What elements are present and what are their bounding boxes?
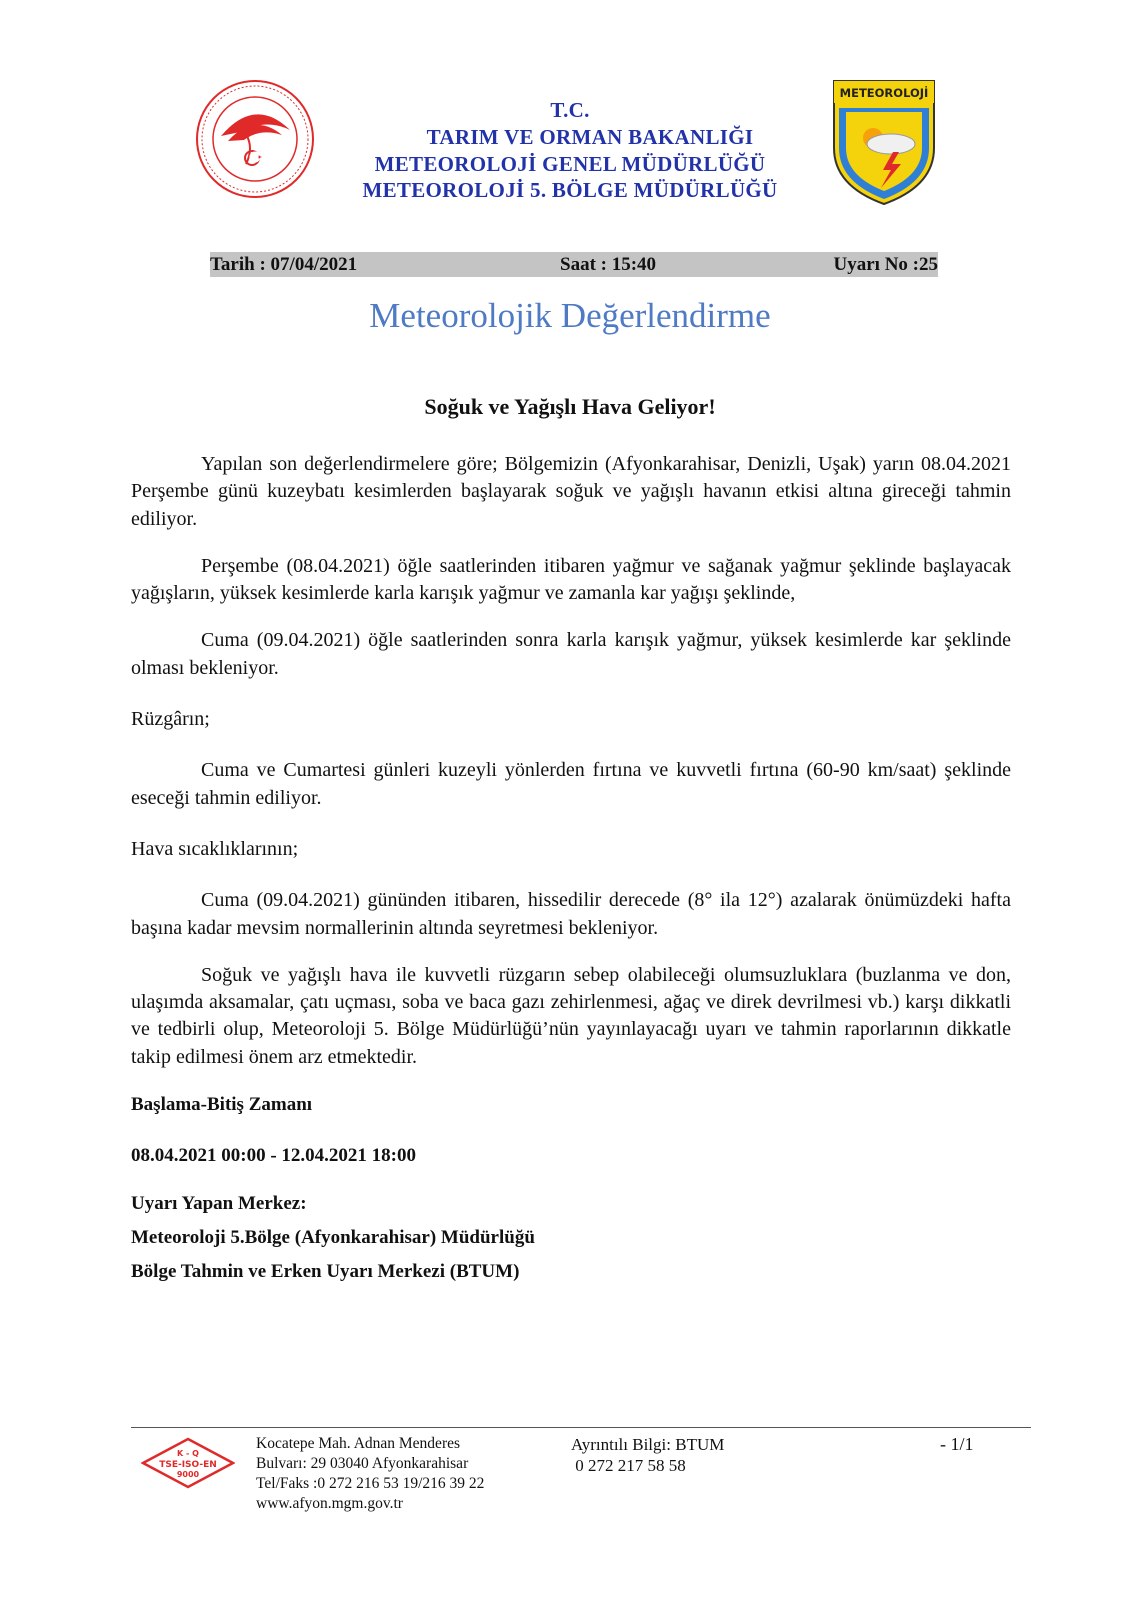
contact-label: Ayrıntılı Bilgi: BTUM xyxy=(571,1435,725,1454)
paragraph-2: Perşembe (08.04.2021) öğle saatlerinden itibaren yağmur ve sağanak yağmur şeklinde başlayacak yağışların, yüksek kesimlerde karla karışık yağmur ve zamanla kar yağışı şeklinde, xyxy=(131,554,1011,605)
address-website[interactable]: www.afyon.mgm.gov.tr xyxy=(256,1495,403,1512)
issue-date: Tarih : 07/04/2021 xyxy=(210,254,358,275)
body-text xyxy=(131,451,1011,1289)
page-number: - 1/1 xyxy=(940,1434,974,1454)
paragraph-3: Cuma (09.04.2021) öğle saatlerinden sonra karla karışık yağmur, yüksek kesimlerde kar şeklinde olması bekleniyor. xyxy=(131,629,1011,679)
paragraph-5: Cuma (09.04.2021) gününden itibaren, hissedilir derecede (8° ila 12°) azalarak önümüzdeki hafta başına kadar mevsim normallerinin altında seyretmesi bekleniyor. xyxy=(131,889,1011,939)
address-phone: Tel/Faks :0 272 216 53 19/216 39 22 xyxy=(256,1475,485,1492)
kq-logo-line-3: 9000 xyxy=(176,1470,200,1479)
time-range-value: 08.04.2021 00:00 - 12.04.2021 18:00 xyxy=(131,1145,416,1167)
paragraph-6: Soğuk ve yağışlı hava ile kuvvetli rüzgarın sebep olabileceği olumsuzluklara (buzlanma ve don, ulaşımda aksamalar, çatı uçması, soba ve baca gazı zehirlenmesi, ağaç ve direk devrilmesi vb.) karşı dikkatli ve tedbirli olup, Meteoroloji 5. Bölge Müdürlüğü’nün yayınlayacağı uyarı ve tahmin raporlarının dikkatle takip edilmesi önem arz etmektedir. xyxy=(131,963,1011,1068)
time-range-label: Başlama-Bitiş Zamanı xyxy=(131,1094,313,1116)
paragraph-4: Cuma ve Cumartesi günleri kuzeyli yönlerden fırtına ve kuvvetli fırtına (60-90 km/saat) şeklinde eseceği tahmin ediliyor. xyxy=(131,759,1011,809)
temperature-label: Hava sıcaklıklarının; xyxy=(131,837,299,860)
tse-iso-quality-logo xyxy=(141,1437,235,1489)
ministry-seal-logo xyxy=(194,78,316,200)
document-subtitle: Soğuk ve Yağışlı Hava Geliyor! xyxy=(424,394,716,419)
document-title: Meteorolojik Değerlendirme xyxy=(369,296,771,335)
logo-text: METEOROLOJİ xyxy=(839,86,929,100)
contact-phone: 0 272 217 58 58 xyxy=(571,1456,686,1475)
kq-logo-line-1: K - Q xyxy=(177,1449,199,1458)
footer-divider xyxy=(131,1427,1031,1428)
warning-number: Uyarı No :25 xyxy=(833,254,938,275)
kq-logo-line-2: TSE-ISO-EN xyxy=(159,1460,217,1470)
issue-time: Saat : 15:40 xyxy=(560,254,657,275)
info-bar xyxy=(210,252,938,277)
footer-address xyxy=(256,1434,484,1514)
address-line: Kocatepe Mah. Adnan Menderes xyxy=(256,1435,461,1452)
meteoroloji-logo xyxy=(831,78,937,206)
wind-label: Rüzgârın; xyxy=(131,708,210,731)
issuing-center-unit: Bölge Tahmin ve Erken Uyarı Merkezi (BTUM) xyxy=(131,1260,520,1282)
issuing-center-label: Uyarı Yapan Merkez: xyxy=(131,1192,307,1214)
issuing-center-name: Meteoroloji 5.Bölge (Afyonkarahisar) Müdürlüğü xyxy=(131,1226,535,1248)
address-line: Bulvarı: 29 03040 Afyonkarahisar xyxy=(256,1455,469,1472)
paragraph-1: Yapılan son değerlendirmelere göre; Bölgemizin (Afyonkarahisar, Denizli, Uşak) yarın 08.04.2021 Perşembe günü kuzeybatı kesimlerden başlayarak soğuk ve yağışlı havanın etkisi altına gireceği tahmin ediliyor. xyxy=(131,453,1011,530)
footer-contact xyxy=(571,1434,724,1476)
